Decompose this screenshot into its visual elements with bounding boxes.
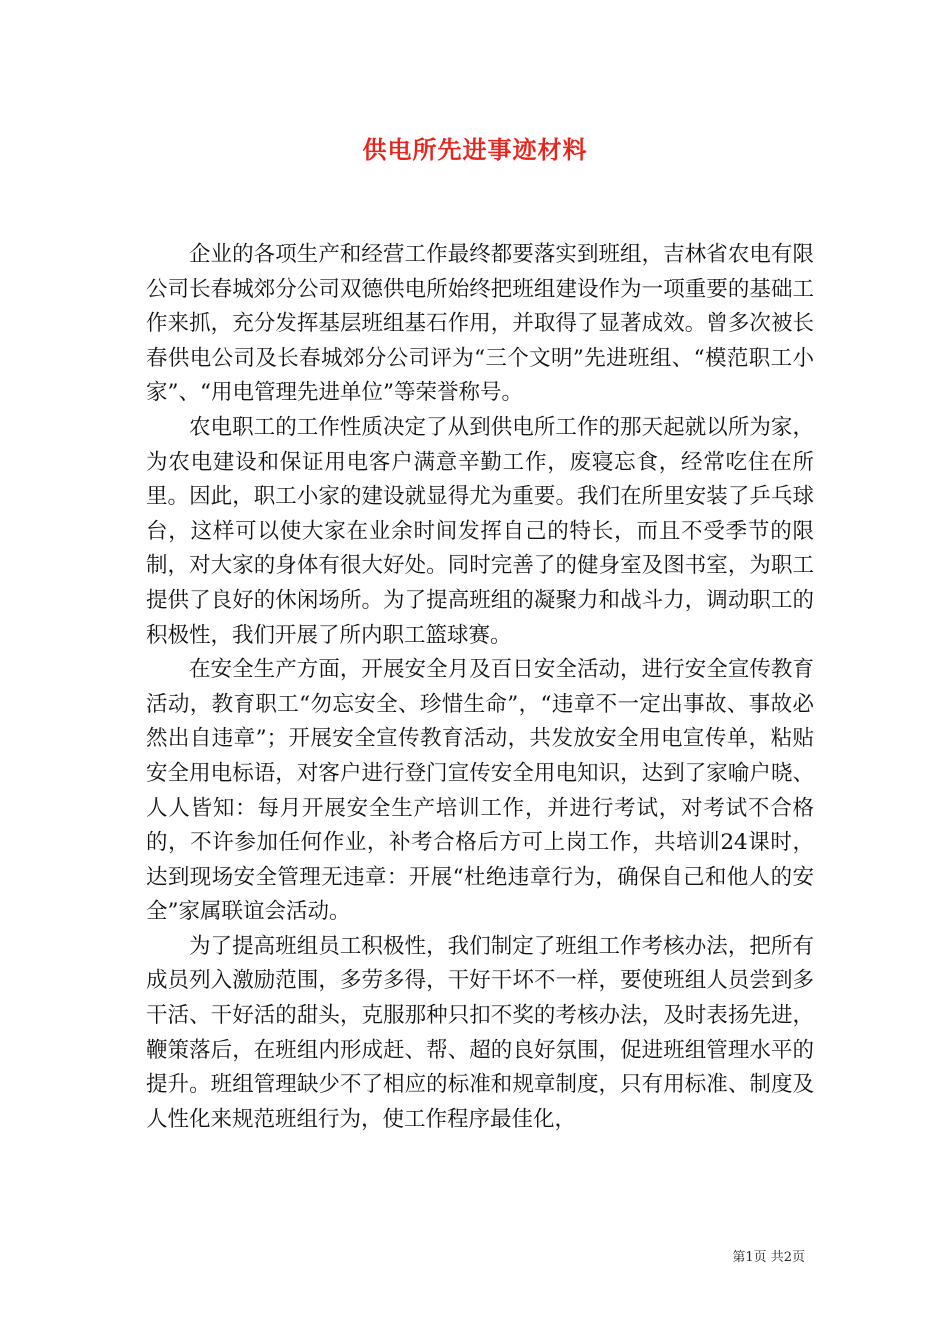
document-title: 供电所先进事迹材料 (362, 135, 588, 164)
paragraph-2: 农电职工的工作性质决定了从到供电所工作的那天起就以所为家，为农电建设和保证用电客户满意辛勤工作，废寝忘食，经常吃住在所里。因此，职工小家的建设就显得尤为重要。我们在所里安装了乒乓球台，这样可以使大家在业余时间发挥自己的特长，而且不受季节的限制，对大家的身体有很大好处。同时完善了的健身室及图书室，为职工提供了良好的休闲场所。为了提高班组的凝聚力和战斗力，调动职工的积极性，我们开展了所内职工篮球赛。 (146, 414, 814, 648)
paragraph-4: 为了提高班组员工积极性，我们制定了班组工作考核办法，把所有成员列入激励范围，多劳多得，干好干坏不一样，要使班组人员尝到多干活、干好活的甜头，克服那种只扣不奖的考核办法，及时表扬先进，鞭策落后，在班组内形成赶、帮、超的良好氛围，促进班组管理水平的提升。班组管理缺少不了相应的标准和规章制度，只有用标准、制度及人性化来规范班组行为，使工作程序最佳化， (146, 933, 814, 1132)
document-body (146, 238, 814, 1137)
paragraph-1: 企业的各项生产和经营工作最终都要落实到班组，吉林省农电有限公司长春城郊分公司双德供电所始终把班组建设作为一项重要的基础工作来抓，充分发挥基层班组基石作用，并取得了显著成效。曾多次被长春供电公司及长春城郊分公司评为“三个文明”先进班组、“模范职工小家”、“用电管理先进单位”等荣誉称号。 (146, 242, 814, 406)
page-number-footer: 第1页 共2页 (732, 1250, 805, 1265)
paragraph-3: 在安全生产方面，开展安全月及百日安全活动，进行安全宣传教育活动，教育职工“勿忘安全、珍惜生命”，“违章不一定出事故、事故必然出自违章”；开展安全宣传教育活动，共发放安全用电宣传单，粘贴安全用电标语，对客户进行登门宣传安全用电知识，达到了家喻户晓、人人皆知：每月开展安全生产培训工作，并进行考试，对考试不合格的，不许参加任何作业，补考合格后方可上岗工作，共培训24课时，达到现场安全管理无违章：开展“杜绝违章行为，确保自己和他人的安全”家属联谊会活动。 (146, 657, 814, 925)
